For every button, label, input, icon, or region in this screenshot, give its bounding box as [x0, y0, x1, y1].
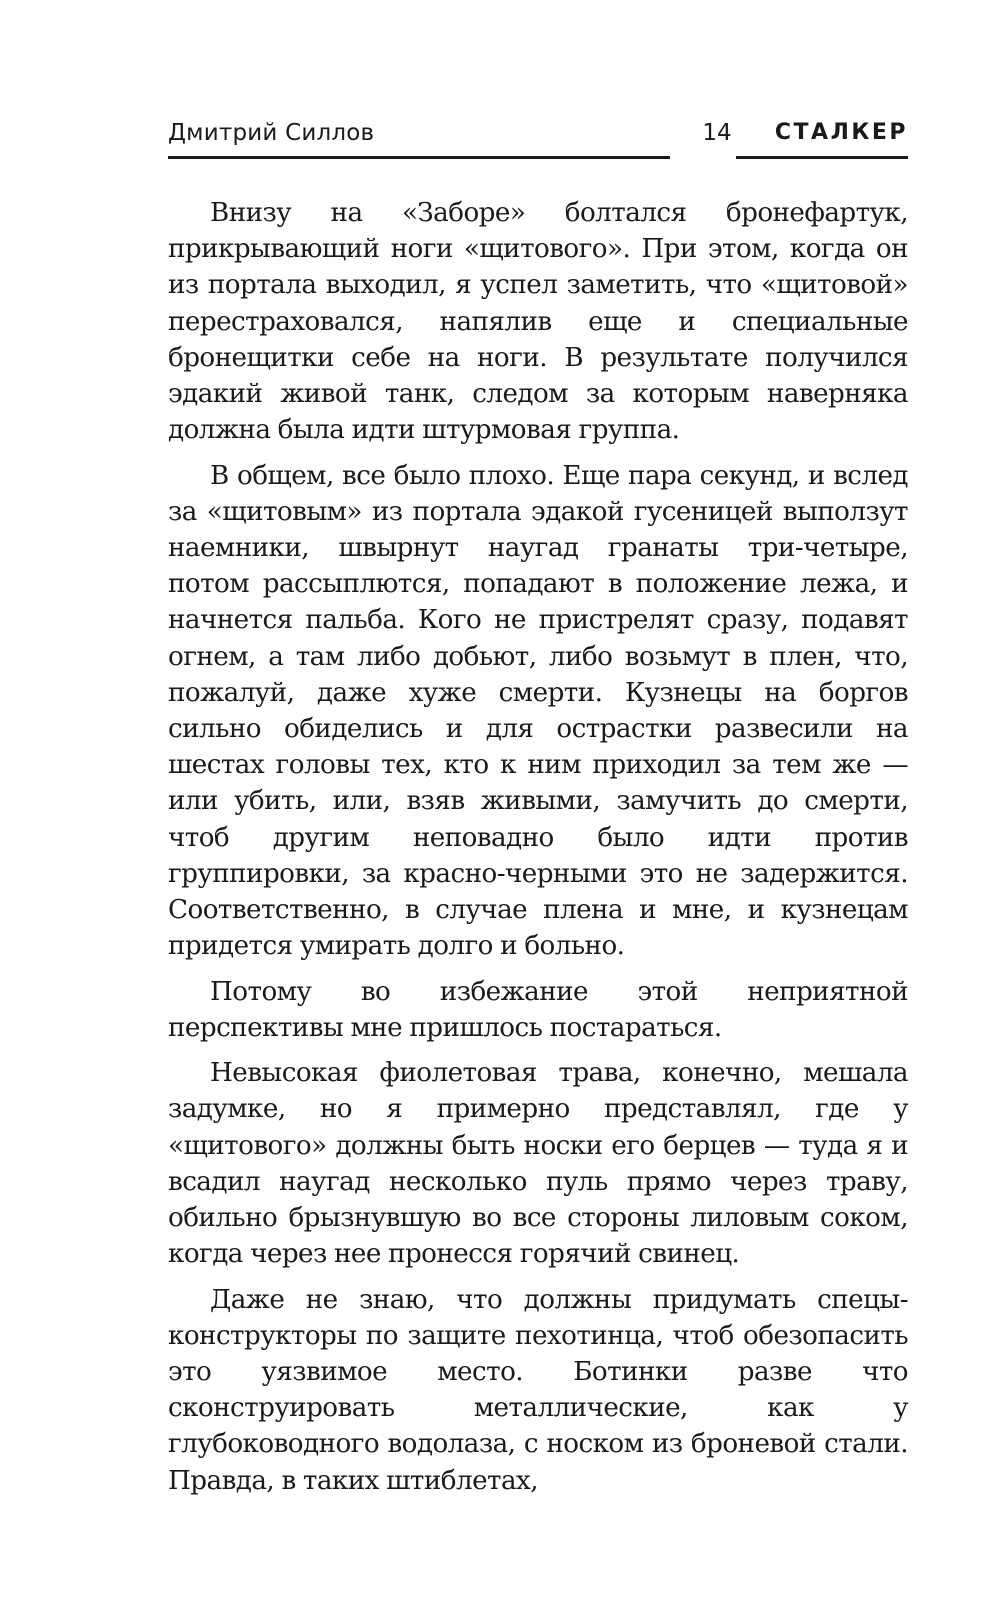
- paragraph: Потому во избежание этой неприятной перспективы мне пришлось постараться.: [168, 976, 908, 1043]
- series-title: СТАЛКЕР: [736, 120, 908, 159]
- paragraph: Невысокая фиолетовая трава, конечно, мешала задумке, но я примерно представлял, где у «щитового» должны быть носки его берцев — туда я и всадил наугад несколько пуль прямо через траву, обильно брызнувшую во все стороны лиловым соком, когда через нее пронесся горячий свинец.: [168, 1058, 908, 1270]
- page-number: 14: [702, 120, 732, 146]
- body-text: [168, 195, 908, 1508]
- author-name: Дмитрий Силлов: [168, 120, 670, 159]
- paragraph: Внизу на «Заборе» болтался бронефартук, прикрывающий ноги «щитового». При этом, когда он из портала выходил, я успел заметить, что «щитовой» перестраховался, напялив еще и специальные бронещитки себе на ноги. В результате получился эдакий живой танк, следом за которым наверняка должна была идти штурмовая группа.: [168, 198, 908, 446]
- running-header: [168, 120, 908, 160]
- paragraph: В общем, все было плохо. Еще пара секунд, и вслед за «щитовым» из портала эдакой гусеницей выползут наемники, швырнут наугад гранаты три-четыре, потом рассыплются, попадают в положение лежа, и начнется пальба. Кого не пристрелят сразу, подавят огнем, а там либо добьют, либо возьмут в плен, что, пожалуй, даже хуже смерти. Кузнецы на боргов сильно обиделись и для острастки развесили на шестах головы тех, кто к ним приходил за тем же — или убить, или, взяв живыми, замучить до смерти, чтоб другим неповадно было идти против группировки, за красно-черными это не задержится. Соответственно, в случае плена и мне, и кузнецам придется умирать долго и больно.: [168, 460, 908, 962]
- paragraph: Даже не знаю, что должны придумать спецы-конструкторы по защите пехотинца, чтоб обезопасить это уязвимое место. Ботинки разве что сконструировать металлические, как у глубоководного водолаза, с носком из броневой стали. Правда, в таких штиблетах,: [168, 1284, 908, 1496]
